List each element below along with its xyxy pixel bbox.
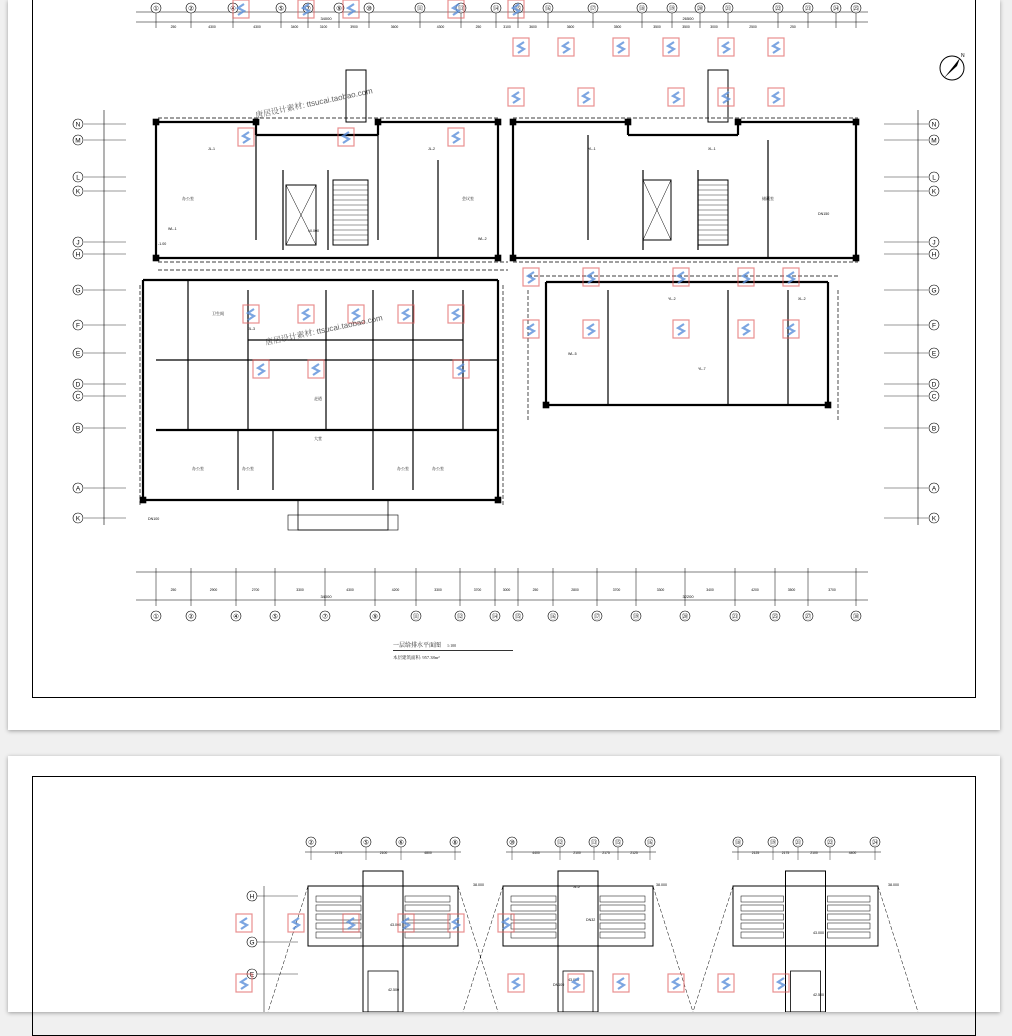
top-segment-dim: 3600: [390, 25, 399, 29]
bottom-total-dim-left: 34000: [320, 594, 332, 599]
plan-c-slope-line: [693, 886, 733, 1012]
watermark-s-icon: [518, 42, 524, 53]
watermark-s-icon: [743, 324, 749, 335]
column: [853, 255, 859, 261]
pipe-label: XL-2: [798, 297, 806, 301]
watermark-s-icon: [673, 92, 679, 103]
left-axis-bubble-label: E: [249, 971, 255, 979]
watermark-s-icon: [241, 918, 247, 929]
plan-c-vent-slot: [828, 932, 871, 938]
plan-c-vent-slot: [828, 923, 871, 929]
top-segment-dim: 4300: [253, 25, 261, 29]
plan-a-vent-slot: [405, 914, 450, 920]
column: [853, 119, 859, 125]
column: [495, 497, 501, 503]
top-axis-bubble-label: ⑮: [514, 5, 522, 13]
room-label: 办公室: [397, 466, 409, 471]
plan-b-axis-bubble-label: ⑫: [556, 839, 564, 847]
bottom-segment-dim: 2700: [251, 588, 260, 592]
pipe-label: DN100: [553, 983, 565, 987]
top-segment-dim: 3500: [682, 25, 690, 29]
top-axis-bubble-label: ⑭: [492, 5, 500, 13]
left-axis-bubble-label: M: [75, 137, 81, 145]
top-axis-bubble-label: ⑩: [366, 5, 372, 13]
right-axis-bubble-label: M: [931, 137, 937, 145]
pipe-label: -1.00: [158, 242, 167, 246]
watermark-s-icon: [403, 309, 409, 320]
plan-a-vent-slot: [316, 905, 361, 911]
top-axis-bubble-label: ①: [153, 5, 159, 13]
watermark-s-icon: [258, 364, 264, 375]
watermark-s-icon: [618, 978, 624, 989]
top-axis-bubble-label: ⑨: [336, 5, 342, 13]
top-axis-bubble-label: ⑦: [305, 5, 311, 13]
top-axis-bubble-label: ②: [188, 5, 194, 13]
right-axis-bubble-label: F: [932, 322, 936, 330]
watermark-text: 唐居设计素材: ttsucai.taobao.com: [254, 86, 374, 120]
right-axis-bubble-label: H: [931, 251, 937, 259]
top-axis-bubble-label: ⑤: [278, 5, 284, 13]
plan-c-vent-slot: [741, 932, 784, 938]
watermark-s-icon: [778, 978, 784, 989]
pipe-label: YL-2: [668, 297, 676, 301]
drawing-title-block: [393, 640, 513, 661]
bottom-axis-bubble-label: ⑪: [412, 613, 420, 621]
column: [825, 402, 831, 408]
drawing-sheet-2: [8, 756, 1000, 1012]
bottom-axis-bubble-label: ㉕: [771, 613, 779, 621]
left-axis-bubble-label: B: [75, 425, 81, 433]
room-label: 办公室: [242, 466, 254, 471]
plan-c-vent-slot: [828, 905, 871, 911]
segment-dim: 2125: [751, 851, 760, 855]
right-axis-bubble-label: L: [932, 174, 936, 182]
bottom-axis-bubble-label: ⑫: [456, 613, 464, 621]
elevation-label: 38.000: [656, 883, 667, 887]
bottom-axis-bubble-label: ②: [188, 613, 194, 621]
bottom-axis-bubble-label: ⑭: [491, 613, 499, 621]
top-axis-bubble-label: ④: [230, 5, 236, 13]
plan-c-axis-bubble-label: ⑱: [734, 839, 742, 847]
right-axis-bubble-label: G: [931, 287, 937, 295]
bottom-axis-bubble-label: ⑮: [514, 613, 522, 621]
pipe-label: ±0.000: [308, 229, 319, 233]
top-segment-dim: 3500: [613, 25, 622, 29]
segment-dim: 2125: [630, 851, 638, 855]
pipe-label: YL-1: [588, 147, 596, 151]
column: [495, 255, 501, 261]
plan-b-vent-slot: [511, 932, 556, 938]
segment-dim: 2175: [602, 851, 610, 855]
plan-c-vent-slot: [828, 896, 871, 902]
top-total-dim-right: 26500: [682, 16, 694, 21]
segment-dim: 2175: [334, 851, 343, 855]
plan-a-slope-line: [268, 886, 308, 1012]
right-axis-bubble-label: K: [931, 515, 937, 523]
room-label: 储藏室: [762, 196, 774, 201]
watermark-s-icon: [238, 4, 244, 15]
left-axis-bubble-label: K: [75, 515, 81, 523]
plan-a-axis-bubble-label: ⑥: [398, 839, 404, 847]
left-axis-bubble-label: H: [75, 251, 81, 259]
plan-c-roof-outline: [733, 886, 878, 946]
plan-b-vent-slot: [600, 896, 645, 902]
bottom-segment-dim: 4300: [346, 588, 354, 592]
plan-b-slope-line: [653, 886, 693, 1012]
stair-roof-plans: [8, 756, 1000, 1012]
bottom-axis-bubble-label: ㉚: [852, 613, 860, 621]
left-axis-bubble-label: F: [76, 322, 80, 330]
left-axis-bubble-label: C: [75, 393, 81, 401]
segment-dim: 2100: [573, 851, 581, 855]
right-axis-bubble-label: B: [931, 425, 937, 433]
bottom-segment-dim: 3300: [296, 588, 304, 592]
bottom-axis-bubble-label: ⑨: [372, 613, 378, 621]
watermark-s-icon: [618, 42, 624, 53]
north-arrow-icon: [938, 52, 968, 82]
elevation-label: 38.000: [473, 883, 484, 887]
left-axis-bubble-label: J: [76, 239, 80, 247]
left-axis-bubble-label: G: [75, 287, 81, 295]
column: [510, 119, 516, 125]
area-note: 本层建筑面积: 957.38m²: [393, 655, 440, 660]
top-segment-dim: 3500: [653, 25, 661, 29]
watermark-s-icon: [723, 978, 729, 989]
right-axis-bubble-label: A: [931, 485, 937, 493]
elevation-label: 43.000: [568, 978, 579, 982]
segment-dim: 4400: [532, 851, 540, 855]
watermark-s-icon: [563, 42, 569, 53]
watermark-s-icon: [583, 92, 589, 103]
plan-c-axis-bubble-label: ⑲: [769, 839, 777, 847]
room-label: 办公室: [192, 466, 204, 471]
column: [153, 255, 159, 261]
plan-b-vent-slot: [511, 896, 556, 902]
svg-text:N: N: [961, 53, 965, 59]
plan-a-vent-slot: [316, 896, 361, 902]
left-axis-bubble-label: H: [249, 893, 255, 901]
top-axis-bubble-label: ⑳: [696, 5, 704, 13]
top-axis-bubble-label: ㉑: [724, 5, 732, 13]
top-total-dim-left: 34000: [320, 16, 332, 21]
watermark-s-icon: [248, 309, 254, 320]
bottom-axis-bubble-label: ④: [233, 613, 239, 621]
bottom-segment-dim: 250: [170, 588, 177, 592]
elevation-label: 42.500: [813, 993, 824, 997]
top-axis-bubble-label: ⑪: [416, 5, 424, 13]
pipe-label: WL-2: [478, 237, 487, 241]
top-segment-dim: 4300: [208, 25, 216, 29]
drawing-title: 一层给排水平面图 1:100: [393, 640, 513, 651]
pipe-label: YL-7: [698, 367, 706, 371]
plan-b-roof-outline: [503, 886, 653, 946]
pipe-label: JL-1: [208, 147, 215, 151]
bottom-axis-bubble-label: ⑲: [632, 613, 640, 621]
plan-a-slope-line: [458, 886, 498, 1012]
plan-c-axis-bubble-label: ㉔: [871, 839, 879, 847]
watermark-s-icon: [348, 4, 354, 15]
right-axis-bubble-label: K: [931, 188, 937, 196]
bottom-segment-dim: 3400: [706, 588, 714, 592]
top-segment-dim: 3600: [566, 25, 575, 29]
watermark-s-icon: [293, 918, 299, 929]
left-axis-bubble-label: N: [75, 121, 81, 129]
plan-b-axis-bubble-label: ⑮: [614, 839, 622, 847]
elevation-label: 43.000: [813, 931, 824, 935]
watermark-s-icon: [513, 92, 519, 103]
column: [495, 119, 501, 125]
watermark-s-icon: [453, 4, 459, 15]
bottom-axis-bubble-label: ㉗: [804, 613, 812, 621]
plan-c-vent-slot: [741, 923, 784, 929]
bottom-axis-bubble-label: ㉓: [731, 613, 739, 621]
plan-c-vent-slot: [741, 905, 784, 911]
watermark-s-icon: [678, 324, 684, 335]
plan-c-axis-bubble-label: ㉑: [794, 839, 802, 847]
room-label: 大堂: [314, 436, 322, 441]
plan-c-axis-bubble-label: ㉒: [826, 839, 834, 847]
floor-plan: [8, 0, 1000, 730]
segment-dim: 4400: [848, 851, 857, 855]
watermark-s-icon: [773, 42, 779, 53]
bottom-segment-dim: 3300: [434, 588, 442, 592]
top-axis-bubble-label: ⑱: [638, 5, 646, 13]
bottom-axis-bubble-label: ⑳: [681, 613, 689, 621]
plan-b-vent-slot: [511, 923, 556, 929]
room-label: 办公室: [182, 196, 194, 201]
bottom-segment-dim: 3700: [612, 588, 621, 592]
watermark-s-icon: [303, 309, 309, 320]
top-axis-bubble-label: ㉓: [804, 5, 812, 13]
pipe-label: JL-3: [248, 327, 255, 331]
bottom-segment-dim: 3700: [473, 588, 482, 592]
top-segment-dim: 250: [475, 25, 482, 29]
top-axis-bubble-label: ㉔: [832, 5, 840, 13]
plan-b-vent-slot: [511, 914, 556, 920]
plan-c-vent-slot: [828, 914, 871, 920]
watermark-text: 唐居设计素材: ttsucai.taobao.com: [264, 313, 384, 347]
watermark-s-icon: [313, 364, 319, 375]
column: [375, 119, 381, 125]
bottom-axis-bubble-label: ⑯: [549, 613, 557, 621]
plan-a-axis-bubble-label: ⑤: [363, 839, 369, 847]
bottom-segment-dim: 3000: [502, 588, 511, 592]
watermark-s-icon: [503, 918, 509, 929]
column: [153, 119, 159, 125]
segment-dim: 4800: [424, 851, 432, 855]
top-segment-dim: 2500: [749, 25, 757, 29]
bottom-segment-dim: 2900: [209, 588, 218, 592]
left-axis-bubble-label: G: [249, 939, 255, 947]
watermark-s-icon: [673, 978, 679, 989]
right-axis-bubble-label: C: [931, 393, 937, 401]
segment-dim: 2175: [781, 851, 790, 855]
bottom-segment-dim: 3500: [787, 588, 796, 592]
top-segment-dim: 250: [790, 25, 796, 29]
bottom-segment-dim: 2800: [571, 588, 579, 592]
pipe-label: DN100: [148, 517, 160, 521]
room-label: 办公室: [432, 466, 444, 471]
right-axis-bubble-label: J: [932, 239, 936, 247]
top-segment-dim: 3000: [710, 25, 718, 29]
bottom-axis-bubble-label: ⑦: [322, 613, 328, 621]
top-segment-dim: 3400: [290, 25, 299, 29]
bottom-segment-dim: 4200: [751, 588, 759, 592]
watermark-s-icon: [788, 324, 794, 335]
column: [735, 119, 741, 125]
watermark-s-icon: [348, 918, 354, 929]
top-segment-dim: 4300: [436, 25, 445, 29]
plan-b-vent-slot: [600, 914, 645, 920]
pipe-label: JL-2: [573, 885, 580, 889]
plan-c-vent-slot: [741, 896, 784, 902]
left-axis-bubble-label: A: [75, 485, 81, 493]
top-segment-dim: 250: [170, 25, 177, 29]
plan-b-vent-slot: [600, 923, 645, 929]
bottom-segment-dim: 4200: [391, 588, 400, 592]
left-axis-bubble-label: K: [75, 188, 81, 196]
watermark-s-icon: [241, 978, 247, 989]
entrance-steps: [288, 515, 398, 530]
right-axis-bubble-label: E: [931, 350, 937, 358]
plan-a-axis-bubble-label: ②: [308, 839, 314, 847]
pipe-label: WL-5: [568, 352, 577, 356]
top-axis-bubble-label: ⑯: [544, 5, 552, 13]
watermark-s-icon: [588, 324, 594, 335]
plan-a-roof-outline: [308, 886, 458, 946]
plan-b-axis-bubble-label: ⑬: [590, 839, 598, 847]
column: [140, 497, 146, 503]
plan-a-vent-slot: [316, 932, 361, 938]
segment-dim: 2100: [810, 851, 818, 855]
plan-b-vent-slot: [511, 905, 556, 911]
top-axis-bubble-label: ⑰: [589, 5, 597, 13]
room-label: 会议室: [462, 196, 474, 201]
plan-b-vent-slot: [600, 932, 645, 938]
plan-c-stair-tower: [786, 871, 826, 1012]
column: [543, 402, 549, 408]
column: [625, 119, 631, 125]
plan-a-vent-slot: [405, 905, 450, 911]
right-axis-bubble-label: N: [931, 121, 937, 129]
drawing-scale: 1:100: [447, 643, 457, 648]
plan-a-vent-slot: [405, 896, 450, 902]
watermark-s-icon: [723, 42, 729, 53]
plan-b-axis-bubble-label: ⑯: [646, 839, 654, 847]
pipe-label: XL-1: [708, 147, 716, 151]
plan-c-slope-line: [878, 886, 918, 1012]
bottom-segment-dim: 3700: [828, 588, 836, 592]
watermark-s-icon: [453, 309, 459, 320]
stair-core: [333, 180, 368, 245]
plan-c-stair-opening: [791, 971, 821, 1012]
top-axis-bubble-label: ㉒: [774, 5, 782, 13]
watermark-s-icon: [243, 132, 249, 143]
plan-b-slope-line: [463, 886, 503, 1012]
pipe-label: DN32: [586, 918, 596, 922]
column: [510, 255, 516, 261]
right-axis-bubble-label: D: [931, 381, 937, 389]
watermark-s-icon: [773, 92, 779, 103]
watermark-s-icon: [403, 918, 409, 929]
watermark-s-icon: [513, 978, 519, 989]
top-segment-dim: 3100: [503, 25, 511, 29]
left-axis-bubble-label: E: [75, 350, 81, 358]
bottom-segment-dim: 3300: [656, 588, 665, 592]
bottom-axis-bubble-label: ①: [153, 613, 159, 621]
plan-b-vent-slot: [600, 905, 645, 911]
watermark-s-icon: [668, 42, 674, 53]
plan-a-vent-slot: [405, 932, 450, 938]
pipe-label: JL-2: [428, 147, 435, 151]
watermark-s-icon: [453, 132, 459, 143]
drawing-sheet-1: [8, 0, 1000, 730]
elevation-label: 42.500: [388, 988, 399, 992]
bottom-total-dim-right: 32200: [682, 594, 694, 599]
top-segment-dim: 3100: [319, 25, 328, 29]
top-axis-bubble-label: ㉕: [852, 5, 860, 13]
watermark-s-icon: [343, 132, 349, 143]
top-axis-bubble-label: ⑲: [668, 5, 676, 13]
top-axis-bubble-label: ⑬: [457, 5, 465, 13]
top-segment-dim: 3900: [350, 25, 358, 29]
stair-core: [698, 180, 728, 245]
bottom-axis-bubble-label: ⑤: [272, 613, 278, 621]
plan-c-vent-slot: [741, 914, 784, 920]
watermark-s-icon: [528, 272, 534, 283]
pipe-label: DN150: [818, 212, 830, 216]
plan-b-axis-bubble-label: ⑩: [509, 839, 515, 847]
left-axis-bubble-label: L: [76, 174, 80, 182]
watermark-s-icon: [528, 324, 534, 335]
top-segment-dim: 3600: [529, 25, 537, 29]
plan-b-stair-tower: [558, 871, 598, 1012]
elevation-label: 38.000: [888, 883, 899, 887]
bottom-segment-dim: 250: [532, 588, 539, 592]
pipe-label: WL-1: [168, 227, 177, 231]
left-axis-bubble-label: D: [75, 381, 81, 389]
plan-a-vent-slot: [405, 923, 450, 929]
elevation-label: 43.000: [390, 923, 401, 927]
room-label: 卫生间: [212, 311, 224, 316]
segment-dim: 2100: [379, 851, 388, 855]
room-label: 走道: [314, 396, 322, 401]
bottom-axis-bubble-label: ⑰: [593, 613, 601, 621]
plan-a-axis-bubble-label: ⑧: [452, 839, 458, 847]
